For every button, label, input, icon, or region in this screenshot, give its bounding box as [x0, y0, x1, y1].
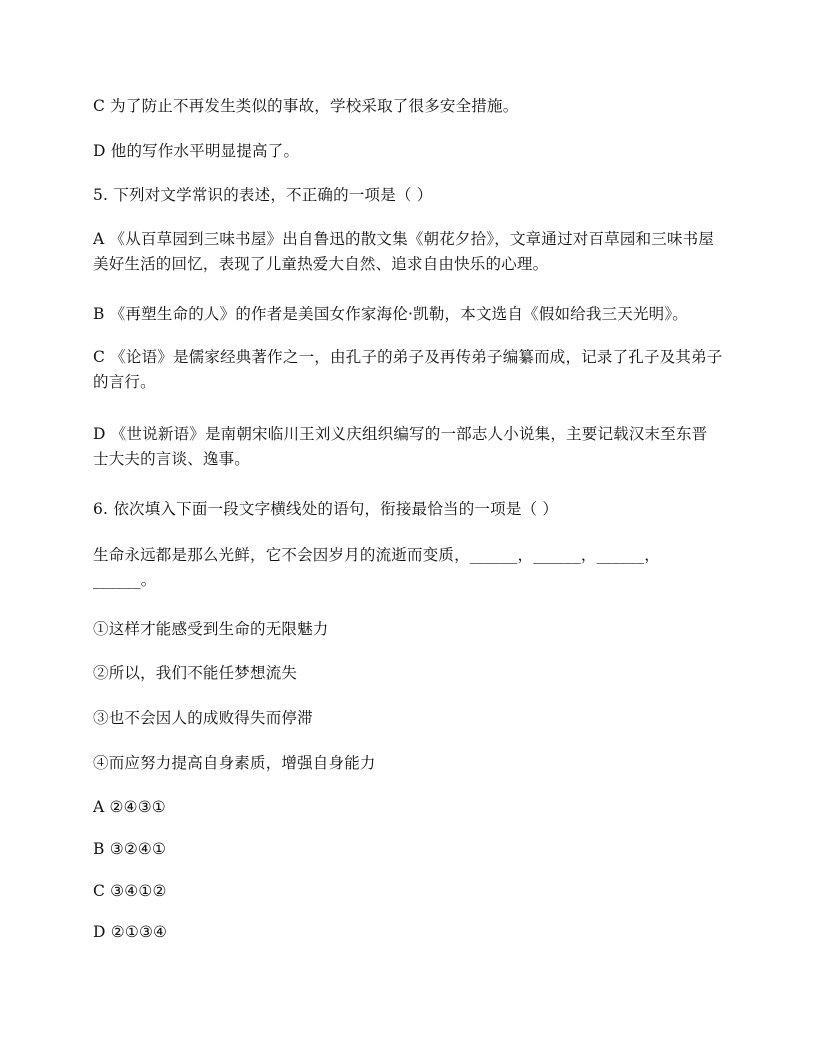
- option-d-sentence: D 他的写作水平明显提高了。: [93, 142, 300, 160]
- question-6-option-d: D ②①③④: [93, 923, 168, 941]
- sentence-1: ①这样才能感受到生命的无限魅力: [93, 620, 329, 638]
- sentence-3: ③也不会因人的成败得失而停滞: [93, 709, 313, 727]
- question-6-option-b: B ③②④①: [93, 840, 167, 858]
- question-6-passage: 生命永远都是那么光鲜，它不会因岁月的流逝而变质，______，______，______，______。: [93, 546, 661, 589]
- question-5-option-a: A 《从百草园到三味书屋》出自鲁迅的散文集《朝花夕拾》，文章通过对百草园和三味书屋美好生活的回忆，表现了儿童热爱大自然、追求自由快乐的心理。: [93, 230, 715, 273]
- question-5-option-b: B 《再塑生命的人》的作者是美国女作家海伦·凯勒，本文选自《假如给我三天光明》。: [93, 305, 688, 323]
- question-5-option-d: D 《世说新语》是南朝宋临川王刘义庆组织编写的一部志人小说集，主要记载汉末至东晋士大夫的言谈、逸事。: [93, 425, 708, 468]
- sentence-2: ②所以，我们不能任梦想流失: [93, 664, 298, 682]
- option-c-sentence: C 为了防止不再发生类似的事故，学校采取了很多安全措施。: [93, 97, 519, 115]
- question-5-option-c: C 《论语》是儒家经典著作之一，由孔子的弟子及再传弟子编纂而成，记录了孔子及其弟子的言行。: [93, 348, 723, 391]
- question-6: 6. 依次填入下面一段文字横线处的语句，衔接最恰当的一项是（ ）: [93, 500, 559, 518]
- question-6-option-c: C ③④①②: [93, 882, 167, 900]
- question-5: 5. 下列对文学常识的表述，不正确的一项是（ ）: [93, 186, 433, 204]
- sentence-4: ④而应努力提高自身素质，增强自身能力: [93, 754, 376, 772]
- question-6-option-a: A ②④③①: [93, 798, 166, 816]
